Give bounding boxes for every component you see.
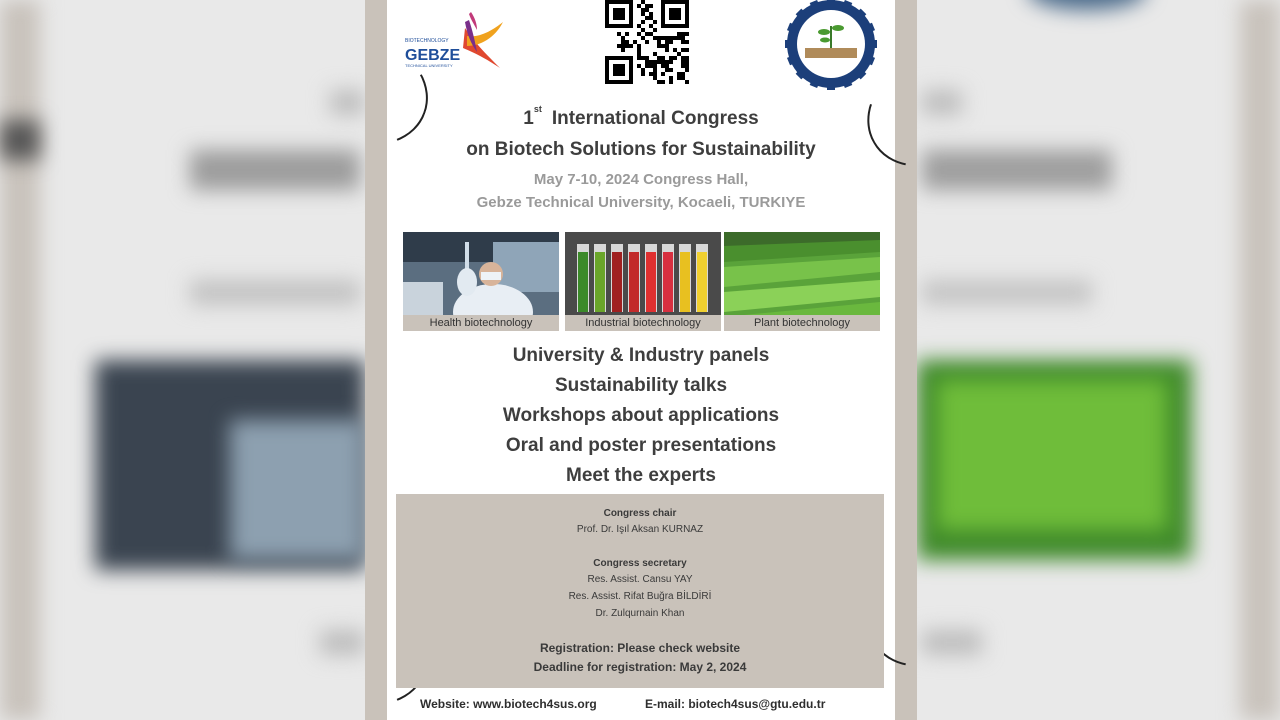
date-venue: May 7-10, 2024 Congress Hall, <box>533 171 749 188</box>
location: Gebze Technical University, Kocaeli, TURKIYE <box>476 194 806 211</box>
society-seal-logo <box>785 0 877 90</box>
chair-heading: Congress chair <box>603 508 677 519</box>
secretary-heading: Congress secretary <box>593 558 687 569</box>
feature-item: Workshops about applications <box>502 405 780 426</box>
secretary-name: Dr. Zulqurnain Khan <box>595 608 685 619</box>
feature-item: Sustainability talks <box>554 375 728 396</box>
photo-caption: Health biotechnology <box>429 317 533 329</box>
gebze-logo <box>405 8 505 72</box>
photo-plant-biotechnology <box>724 232 880 331</box>
organizers-box <box>396 494 884 688</box>
photo-caption: Plant biotechnology <box>753 317 850 329</box>
photo-caption: Industrial biotechnology <box>585 317 701 329</box>
secretary-name: Res. Assist. Rifat Buğra BİLDİRİ <box>568 591 712 602</box>
feature-list <box>365 341 917 491</box>
blurred-background-right <box>917 0 1280 720</box>
qr-code <box>605 0 689 84</box>
congress-poster <box>365 0 917 720</box>
registration-deadline: Deadline for registration: May 2, 2024 <box>533 660 747 674</box>
feature-item: Meet the experts <box>566 465 716 486</box>
email-link[interactable]: E-mail: biotech4sus@gtu.edu.tr <box>645 697 826 711</box>
congress-title-line2: on Biotech Solutions for Sustainability <box>466 139 816 160</box>
secretary-name: Res. Assist. Cansu YAY <box>587 574 693 585</box>
photo-health-biotechnology <box>403 232 559 331</box>
svg-text:GEBZE: GEBZE <box>405 47 461 64</box>
svg-text:BIOTECHNOLOGY: BIOTECHNOLOGY <box>405 38 449 44</box>
photo-industrial-biotechnology <box>565 232 721 331</box>
chair-name: Prof. Dr. Işıl Aksan KURNAZ <box>576 524 704 535</box>
blurred-background-left <box>0 0 365 720</box>
registration-note: Registration: Please check website <box>539 641 741 655</box>
website-link[interactable]: Website: www.biotech4sus.org <box>420 697 597 711</box>
svg-text:TECHNICAL UNIVERSITY: TECHNICAL UNIVERSITY <box>405 63 453 68</box>
feature-item: Oral and poster presentations <box>505 435 777 456</box>
congress-title-line1: 1st International Congress <box>523 104 759 129</box>
feature-item: University & Industry panels <box>512 345 770 366</box>
